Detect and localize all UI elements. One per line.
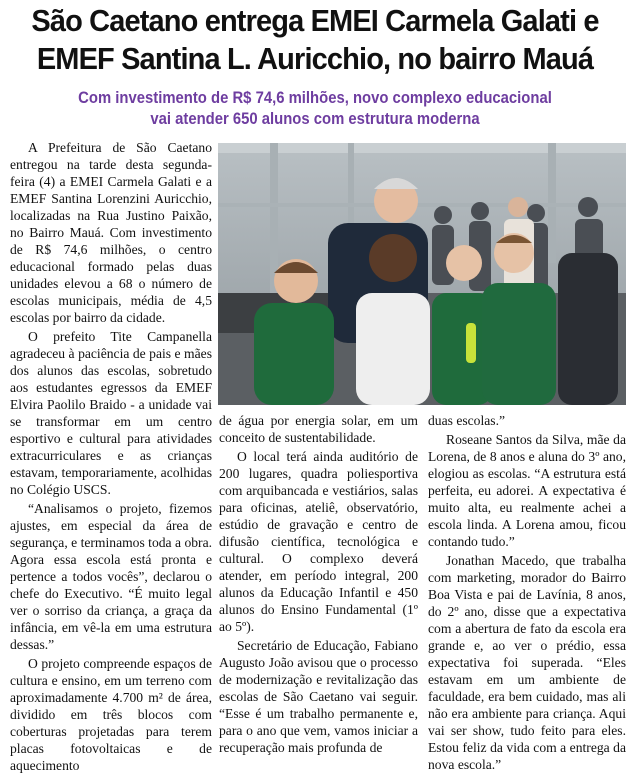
paragraph: Roseane Santos da Silva, mãe da Lorena, de 8 anos e aluna do 3º ano, elogiou as escolas. “A estrutura está perfeita, eu adorei. A expectativa é muito alta, eu realmente achei a escola linda. A Lorena amou, ficou contando tudo.” bbox=[428, 432, 626, 549]
subheadline-line-2: vai atender 650 alunos com estrutura moderna bbox=[150, 110, 480, 128]
article-column-2 bbox=[219, 412, 418, 779]
paragraph: de água por energia solar, em um conceito de sustentabilidade. bbox=[219, 413, 418, 445]
subheadline bbox=[32, 88, 599, 130]
photo-icon bbox=[218, 143, 626, 405]
paragraph: duas escolas.” bbox=[428, 413, 506, 428]
paragraph: O local terá ainda auditório de 200 lugares, quadra poliesportiva com arquibancada e vestiários, salas para oficinas, ateliê, observatório, estúdio de gravação e centro de difusão científica, tecnológica e cultural. O complexo deverá atender, em período integral, 200 alunos da Educação Infantil e 450 alunos do Ensino Fundamental (1º ao 5º). bbox=[219, 449, 418, 634]
article-column-1 bbox=[10, 139, 212, 779]
article-column-3 bbox=[428, 412, 626, 779]
headline bbox=[16, 2, 615, 78]
paragraph: “Analisamos o projeto, fizemos ajustes, em especial da área de segurança, e terminamos toda a obra. Agora essa escola está pronta e pertence a todos vocês”, declarou o chefe do Executivo. “É muito legal ver o sorriso da criança, a graça da infância, em vê-la em uma estrutura dessas.” bbox=[10, 501, 212, 652]
paragraph: A Prefeitura de São Caetano entregou na tarde desta segunda-feira (4) a EMEI Carmela Galati e a EMEF Santina Lorenzini Auricchio, localizadas na Rua Justino Paixão, no Bairro Mauá. Com investimento de R$ 74,6 milhões, o centro educacional formado pelas duas unidades elevou a 68 o número de escolas municipais, média de 4,5 escolas por bairro da cidade. bbox=[10, 140, 212, 325]
article-photo bbox=[218, 143, 626, 405]
paragraph: Jonathan Macedo, que trabalha com marketing, morador do Bairro Boa Vista e pai de Lavínia, 8 anos, do 2º ano, disse que a expectativa com a abertura de fato da escola era grande e, ao ver o prédio, essa expectativa foi superada. “Eles estavam em um ambiente de faculdade, era bem cuidado, mas ali não era ambiente para criança. Aqui vai ser show, tudo feito para eles. Estou feliz da vida com a entrega da nova escola.” bbox=[428, 553, 626, 772]
headline-line-2: EMEF Santina L. Auricchio, no bairro Mauá bbox=[36, 42, 594, 76]
paragraph: Secretário de Educação, Fabiano Augusto João avisou que o processo de modernização e revitalização das escolas de São Caetano vai seguir. “Esse é um trabalho permanente e, para o ano que vem, vamos iniciar a recuperação mais profunda de bbox=[219, 638, 418, 755]
paragraph: O projeto compreende espaços de cultura e ensino, em um terreno com aproximadamente 4.700 m² de área, dividido em três blocos com coberturas projetadas para terem placas fotovoltaicas e de aquecimento bbox=[10, 656, 212, 773]
subheadline-line-1: Com investimento de R$ 74,6 milhões, novo complexo educacional bbox=[78, 89, 552, 107]
headline-line-1: São Caetano entrega EMEI Carmela Galati e bbox=[31, 4, 599, 38]
paragraph: O prefeito Tite Campanella agradeceu à paciência de pais e mães dos alunos das escolas, sobretudo aos estudantes egressos da EMEF Elvira Paolilo Braido - a unidade vai se transformar em um centro esportivo e cultural para atividades extracurriculares e as crianças estavam, temporariamente, acolhidas no Colégio USCS. bbox=[10, 329, 212, 497]
